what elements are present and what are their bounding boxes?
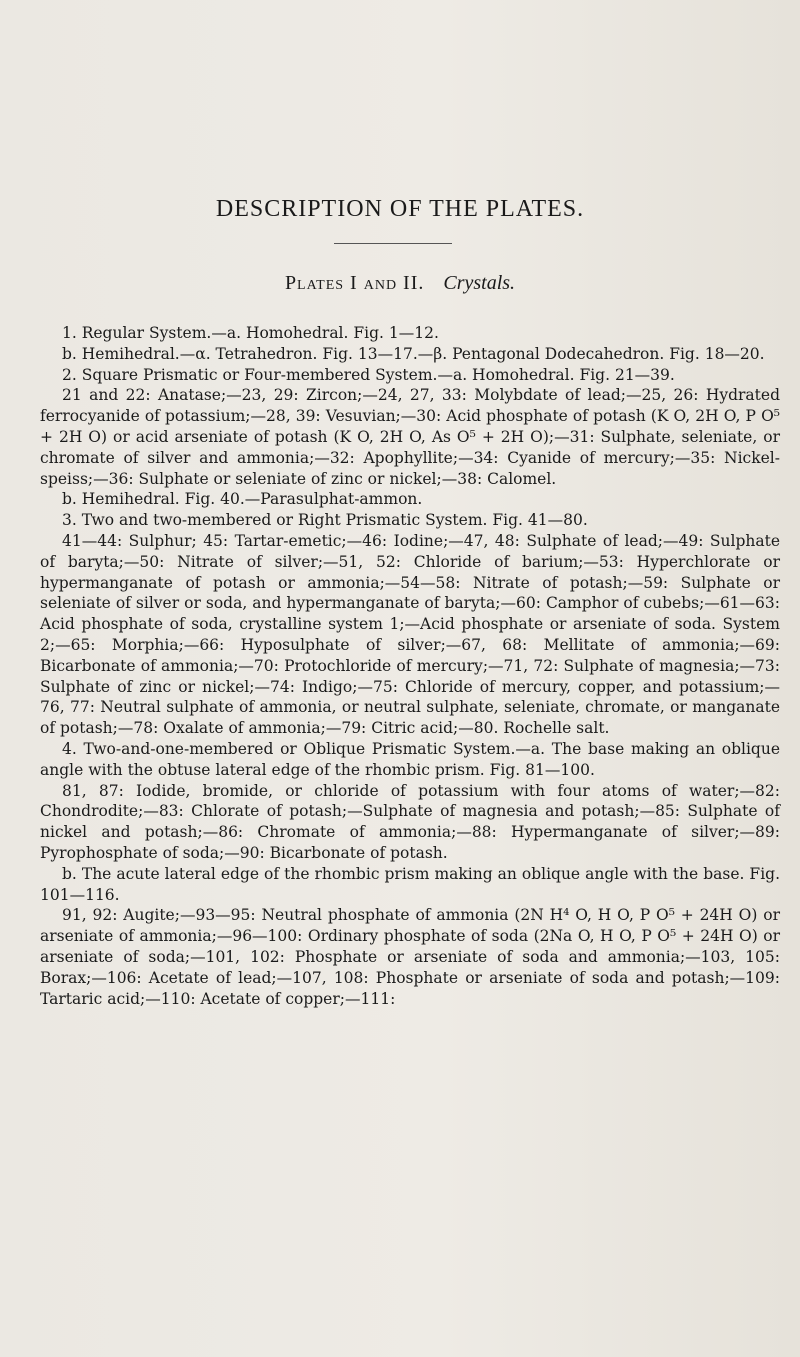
- page-heading: DESCRIPTION OF THE PLATES.: [215, 196, 585, 222]
- paragraph: 91, 92: Augite;—93—95: Neutral phosphate of ammonia (2N H⁴ O, H O, P O⁵ + 24H O) or arseniate of ammonia;—96—100: Ordinary phosphate of soda (2Na O, H O, P O⁵ + 24H O) or arseniate of soda;—101, 102: Phosphate or arseniate of soda and ammonia;—103, 105: Borax;—106: Acetate of lead;—107, 108: Phosphate or arseniate of soda and potash;—109: Tartaric acid;—110: Acetate of copper;—111:: [40, 906, 780, 1008]
- paragraph: 2. Square Prismatic or Four-membered System.—a. Homohedral. Fig. 21—39.: [62, 365, 675, 384]
- plates-subheading: [0, 272, 800, 295]
- paragraph: 1. Regular System.—a. Homohedral. Fig. 1—12.: [62, 324, 439, 342]
- paragraph: 21 and 22: Anatase;—23, 29: Zircon;—24, 27, 33: Molybdate of lead;—25, 26: Hydrated ferrocyanide of potassium;—28, 39: Vesuvian;—30: Acid phosphate of potash (K O, 2H O, P O⁵ + 2H O) or acid arseniate of potash (K O, 2H O, As O⁵ + 2H O);—31: Sulphate, seleniate, or chromate of silver and ammonia;—32: Apophyllite;—34: Cyanide of mercury;—35: Nickel-speiss;—36: Sulphate or seleniate of zinc or nickel;—38: Calomel.: [40, 386, 780, 488]
- heading-rule: [334, 243, 452, 244]
- paragraph: b. Hemihedral.—α. Tetrahedron. Fig. 13—17.—β. Pentagonal Dodecahedron. Fig. 18—20.: [62, 344, 765, 363]
- paragraph: 41—44: Sulphur; 45: Tartar-emetic;—46: Iodine;—47, 48: Sulphate of lead;—49: Sulphate of baryta;—50: Nitrate of silver;—51, 52: Chloride of barium;—53: Hyperchlorate or hypermanganate of potash or ammonia;—54—58: Nitrate of potash;—59: Sulphate or seleniate of silver or soda, and hypermanganate of baryta;—60: Camphor of cubebs;—61—63: Acid phosphate of soda, crystalline system 1;—Acid phosphate or arseniate of soda. System 2;—65: Morphia;—66: Hyposulphate of silver;—67, 68: Mellitate of ammonia;—69: Bicarbonate of ammonia;—70: Protochloride of mercury;—71, 72: Sulphate of magnesia;—73: Sulphate of zinc or nickel;—74: Indigo;—75: Chloride of mercury, copper, and potassium;—76, 77: Neutral sulphate of ammonia, or neutral sulphate, seleniate, chromate, or manganate of potash;—78: Oxalate of ammonia;—79: Citric acid;—80. Rochelle salt.: [40, 531, 780, 738]
- plates-label: Plates I and II.: [284, 272, 425, 294]
- paragraph: 3. Two and two-membered or Right Prismatic System. Fig. 41—80.: [62, 511, 588, 530]
- paragraph: b. Hemihedral. Fig. 40.—Parasulphat-ammon.: [62, 490, 423, 509]
- plates-topic: Crystals.: [443, 272, 516, 294]
- paragraph: 81, 87: Iodide, bromide, or chloride of potassium with four atoms of water;—82: Chondrodite;—83: Chlorate of potash;—Sulphate of magnesia and potash;—85: Sulphate of nickel and potash;—86: Chromate of ammonia;—88: Hypermanganate of silver;—89: Pyrophosphate of soda;—90: Bicarbonate of potash.: [40, 781, 780, 862]
- paragraph: 4. Two-and-one-membered or Oblique Prismatic System.—a. The base making an oblique angle with the obtuse lateral edge of the rhombic prism. Fig. 81—100.: [40, 739, 780, 779]
- paragraph: b. The acute lateral edge of the rhombic prism making an oblique angle with the base. Fig. 101—116.: [40, 864, 780, 904]
- page-body: [40, 323, 780, 1009]
